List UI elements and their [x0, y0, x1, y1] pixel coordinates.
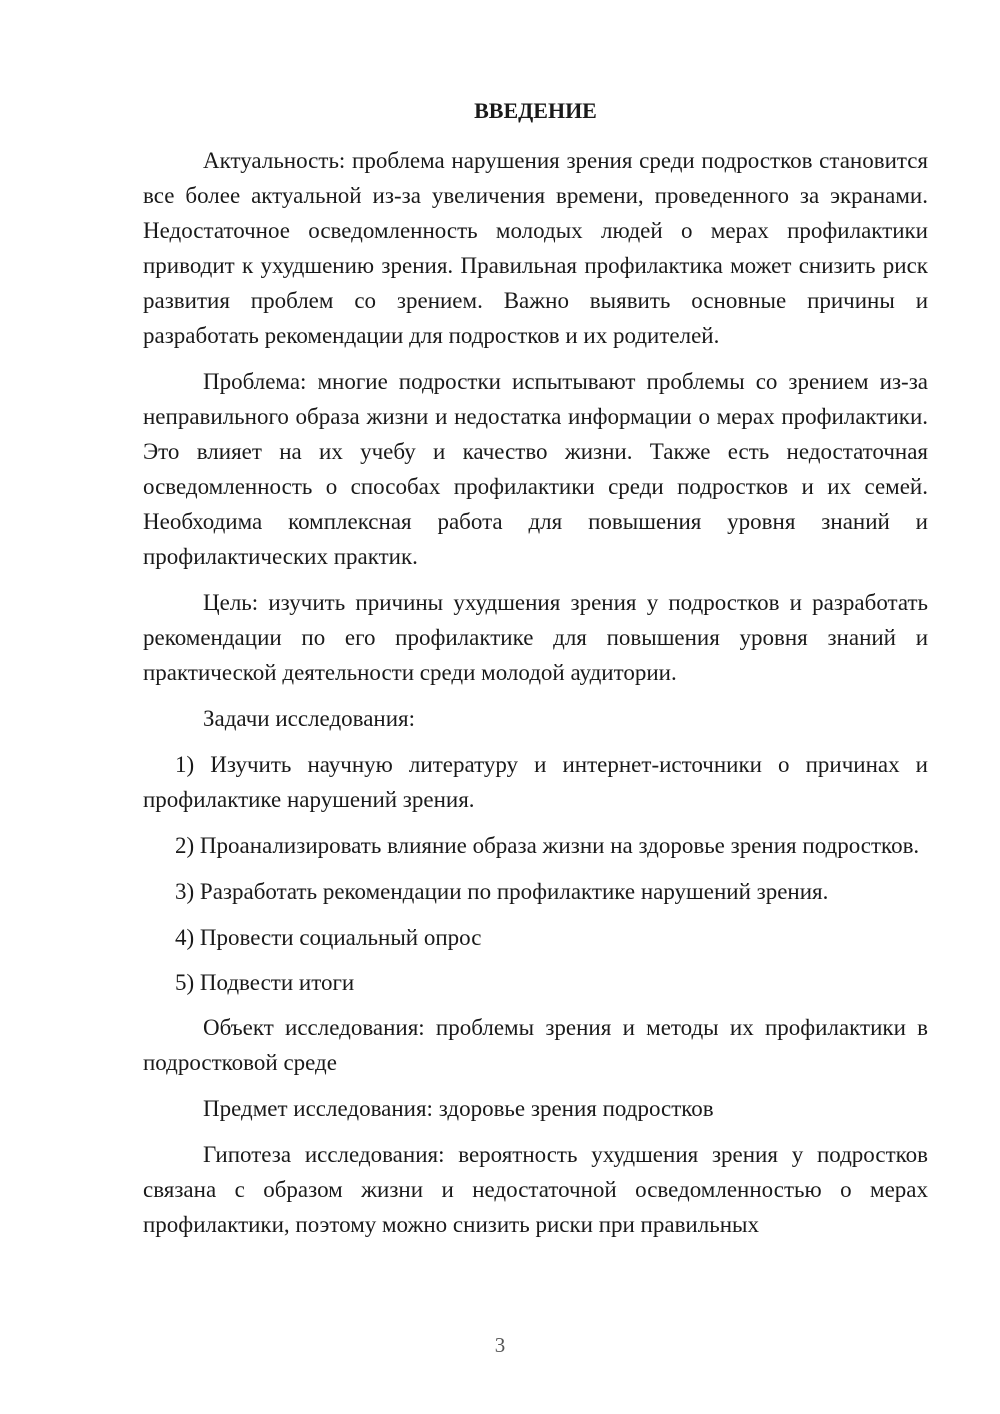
tasks-heading: Задачи исследования:	[203, 706, 416, 731]
object-paragraph: Объект исследования: проблемы зрения и методы их профилактики в подростковой среде	[143, 1015, 928, 1075]
hypothesis-paragraph: Гипотеза исследования: вероятность ухудшения зрения у подростков связана с образом жизни и недостаточной осведомленностью о мерах профилактики, поэтому можно снизить риски при правильных	[143, 1142, 928, 1237]
goal-paragraph: Цель: изучить причины ухудшения зрения у подростков и разработать рекомендации по его профилактике для повышения уровня знаний и практической деятельности среди молодой аудитории.	[143, 590, 928, 685]
page-content	[143, 96, 928, 1253]
subject-paragraph: Предмет исследования: здоровье зрения подростков	[203, 1096, 714, 1121]
task-item: 4) Провести социальный опрос	[175, 925, 482, 950]
problem-paragraph: Проблема: многие подростки испытывают проблемы со зрением из-за неправильного образа жизни и недостатка информации о мерах профилактики. Это влияет на их учебу и качество жизни. Также есть недостаточная осведомленность о способах профилактики среди подростков и их семей. Необходима комплексная работа для повышения уровня знаний и профилактических практик.	[143, 369, 928, 569]
relevance-paragraph: Актуальность: проблема нарушения зрения среди подростков становится все более актуальной из-за увеличения времени, проведенного за экранами. Недостаточное осведомленность молодых людей о мерах профилактики приводит к ухудшению зрения. Правильная профилактика может снизить риск развития проблем со зрением. Важно выявить основные причины и разработать рекомендации для подростков и их родителей.	[143, 148, 928, 348]
task-item: 2) Проанализировать влияние образа жизни на здоровье зрения подростков.	[175, 833, 920, 858]
task-item: 1) Изучить научную литературу и интернет-источники о причинах и профилактике нарушений зрения.	[143, 752, 928, 812]
section-title: ВВЕДЕНИЕ	[474, 98, 597, 123]
task-item: 5) Подвести итоги	[175, 970, 355, 995]
page-number: 3	[494, 1333, 506, 1357]
task-item: 3) Разработать рекомендации по профилактике нарушений зрения.	[175, 879, 829, 904]
